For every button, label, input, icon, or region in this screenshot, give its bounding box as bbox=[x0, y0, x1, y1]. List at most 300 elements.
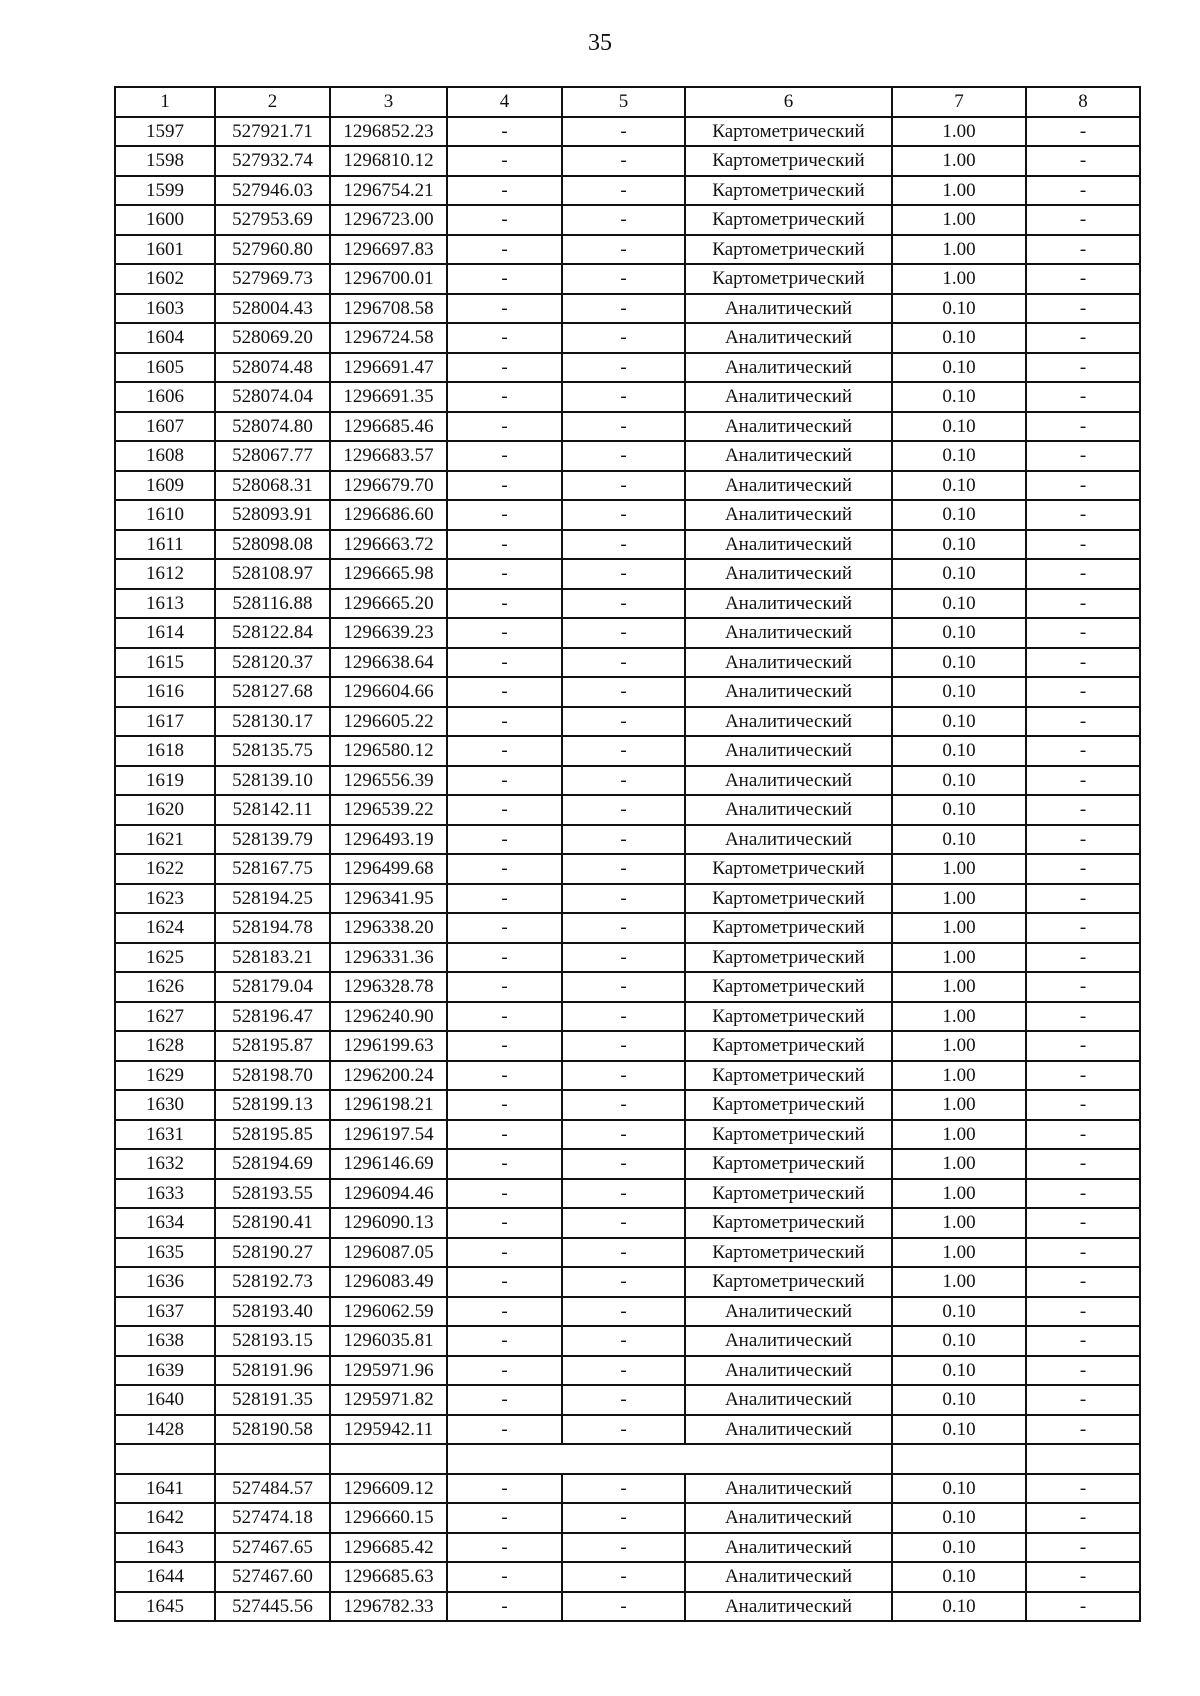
table-cell: 1296338.20 bbox=[330, 913, 447, 943]
table-cell: - bbox=[562, 707, 685, 737]
table-cell: 1296686.60 bbox=[330, 500, 447, 530]
table-cell: 0.10 bbox=[892, 795, 1026, 825]
table-cell: 1628 bbox=[115, 1031, 215, 1061]
table-cell: - bbox=[562, 117, 685, 147]
table-cell: 528191.35 bbox=[215, 1385, 330, 1415]
table-cell: Картометрический bbox=[685, 1061, 892, 1091]
table-cell: 1634 bbox=[115, 1208, 215, 1238]
table-cell: 1629 bbox=[115, 1061, 215, 1091]
table-cell: 528127.68 bbox=[215, 677, 330, 707]
table-row bbox=[115, 1474, 1140, 1504]
table-cell: 0.10 bbox=[892, 1356, 1026, 1386]
table-cell: 1296638.64 bbox=[330, 648, 447, 678]
table-row bbox=[115, 854, 1140, 884]
table-row bbox=[115, 235, 1140, 265]
table-cell: - bbox=[447, 1562, 562, 1592]
table-row bbox=[115, 913, 1140, 943]
table-row bbox=[115, 1149, 1140, 1179]
table-row bbox=[115, 1503, 1140, 1533]
table-cell: 1.00 bbox=[892, 1061, 1026, 1091]
table-cell: 1622 bbox=[115, 854, 215, 884]
table-row bbox=[115, 795, 1140, 825]
table-cell: - bbox=[1026, 1562, 1140, 1592]
table-cell: - bbox=[562, 235, 685, 265]
table-cell: 1636 bbox=[115, 1267, 215, 1297]
table-cell: 1296605.22 bbox=[330, 707, 447, 737]
table-cell: - bbox=[562, 1061, 685, 1091]
table-cell: 528074.04 bbox=[215, 382, 330, 412]
table-row bbox=[115, 1061, 1140, 1091]
table-cell: 1296754.21 bbox=[330, 176, 447, 206]
table-row bbox=[115, 1562, 1140, 1592]
table-cell: Аналитический bbox=[685, 1297, 892, 1327]
table-cell: Картометрический bbox=[685, 205, 892, 235]
table-cell: 0.10 bbox=[892, 618, 1026, 648]
table-cell: 1620 bbox=[115, 795, 215, 825]
table-cell bbox=[115, 1444, 215, 1474]
table-cell: 1623 bbox=[115, 884, 215, 914]
table-cell bbox=[892, 1444, 1026, 1474]
table-cell: Картометрический bbox=[685, 1002, 892, 1032]
table-row bbox=[115, 589, 1140, 619]
table-row bbox=[115, 176, 1140, 206]
table-cell: 1621 bbox=[115, 825, 215, 855]
table-cell: 1.00 bbox=[892, 1149, 1026, 1179]
table-cell: 1296723.00 bbox=[330, 205, 447, 235]
table-cell: 0.10 bbox=[892, 825, 1026, 855]
table-cell: 0.10 bbox=[892, 707, 1026, 737]
table-cell: 1615 bbox=[115, 648, 215, 678]
table-cell: 1296539.22 bbox=[330, 795, 447, 825]
table-cell: 1597 bbox=[115, 117, 215, 147]
table-cell: - bbox=[1026, 1002, 1140, 1032]
table-cell: - bbox=[562, 441, 685, 471]
table-cell: 1296665.20 bbox=[330, 589, 447, 619]
table-cell: - bbox=[562, 146, 685, 176]
table-cell: 1.00 bbox=[892, 1120, 1026, 1150]
table-cell: - bbox=[1026, 412, 1140, 442]
column-header: 6 bbox=[685, 87, 892, 117]
coordinates-table bbox=[114, 86, 1141, 1622]
table-cell: - bbox=[1026, 972, 1140, 1002]
table-cell: - bbox=[1026, 500, 1140, 530]
table-row bbox=[115, 1326, 1140, 1356]
table-cell: Аналитический bbox=[685, 441, 892, 471]
table-cell: 1296328.78 bbox=[330, 972, 447, 1002]
table-cell: - bbox=[1026, 589, 1140, 619]
table-cell: - bbox=[447, 1002, 562, 1032]
table-cell: - bbox=[1026, 530, 1140, 560]
table-row bbox=[115, 1238, 1140, 1268]
table-cell: - bbox=[447, 1061, 562, 1091]
table-cell: 527953.69 bbox=[215, 205, 330, 235]
table-cell: - bbox=[1026, 1592, 1140, 1622]
table-cell: - bbox=[447, 707, 562, 737]
table-cell: - bbox=[1026, 441, 1140, 471]
table-cell: 528069.20 bbox=[215, 323, 330, 353]
table-cell: 528130.17 bbox=[215, 707, 330, 737]
table-cell: 1603 bbox=[115, 294, 215, 324]
table-cell: - bbox=[447, 353, 562, 383]
table-cell: 1296660.15 bbox=[330, 1503, 447, 1533]
table-cell: 1296240.90 bbox=[330, 1002, 447, 1032]
table-cell: - bbox=[1026, 1503, 1140, 1533]
table-cell: 1604 bbox=[115, 323, 215, 353]
table-cell: 1614 bbox=[115, 618, 215, 648]
table-cell: 1296499.68 bbox=[330, 854, 447, 884]
table-cell: Аналитический bbox=[685, 1562, 892, 1592]
table-cell: 0.10 bbox=[892, 323, 1026, 353]
table-cell: 1.00 bbox=[892, 205, 1026, 235]
table-cell: 1296782.33 bbox=[330, 1592, 447, 1622]
table-cell: 527467.65 bbox=[215, 1533, 330, 1563]
table-cell: - bbox=[562, 736, 685, 766]
table-cell: - bbox=[447, 1031, 562, 1061]
table-cell: 527969.73 bbox=[215, 264, 330, 294]
table-cell: 1599 bbox=[115, 176, 215, 206]
table-row bbox=[115, 1385, 1140, 1415]
table-cell: 528194.78 bbox=[215, 913, 330, 943]
table-cell: Картометрический bbox=[685, 884, 892, 914]
table-cell: 1.00 bbox=[892, 1090, 1026, 1120]
table-cell: 527474.18 bbox=[215, 1503, 330, 1533]
table-cell: 1639 bbox=[115, 1356, 215, 1386]
table-cell: Картометрический bbox=[685, 1267, 892, 1297]
table-cell: Аналитический bbox=[685, 382, 892, 412]
table-cell: 1632 bbox=[115, 1149, 215, 1179]
table-cell: - bbox=[447, 913, 562, 943]
table-cell: 528093.91 bbox=[215, 500, 330, 530]
table-cell: 528195.87 bbox=[215, 1031, 330, 1061]
column-header: 7 bbox=[892, 87, 1026, 117]
table-cell: - bbox=[1026, 146, 1140, 176]
table-cell: - bbox=[447, 795, 562, 825]
table-cell: - bbox=[1026, 264, 1140, 294]
table-cell: - bbox=[562, 412, 685, 442]
table-cell: - bbox=[1026, 1208, 1140, 1238]
table-row bbox=[115, 205, 1140, 235]
table-cell: 1296700.01 bbox=[330, 264, 447, 294]
table-cell: - bbox=[562, 1297, 685, 1327]
table-cell: - bbox=[1026, 795, 1140, 825]
table-row bbox=[115, 441, 1140, 471]
column-header: 5 bbox=[562, 87, 685, 117]
table-cell: - bbox=[1026, 766, 1140, 796]
table-cell: Аналитический bbox=[685, 323, 892, 353]
table-cell: 1624 bbox=[115, 913, 215, 943]
table-cell: 1296691.35 bbox=[330, 382, 447, 412]
table-cell: 527445.56 bbox=[215, 1592, 330, 1622]
table-cell: Картометрический bbox=[685, 264, 892, 294]
table-cell: - bbox=[1026, 677, 1140, 707]
table-cell: 1.00 bbox=[892, 1267, 1026, 1297]
table-cell: Картометрический bbox=[685, 117, 892, 147]
table-cell: 1643 bbox=[115, 1533, 215, 1563]
table-cell: - bbox=[562, 1385, 685, 1415]
table-cell: 528199.13 bbox=[215, 1090, 330, 1120]
table-cell: 0.10 bbox=[892, 1415, 1026, 1445]
table-cell: 1.00 bbox=[892, 1031, 1026, 1061]
table-cell: - bbox=[1026, 1090, 1140, 1120]
table-row bbox=[115, 471, 1140, 501]
table-cell: 1.00 bbox=[892, 913, 1026, 943]
table-cell: 1600 bbox=[115, 205, 215, 235]
table-cell: 1296197.54 bbox=[330, 1120, 447, 1150]
table-cell: - bbox=[562, 1474, 685, 1504]
column-header: 2 bbox=[215, 87, 330, 117]
table-cell: 528190.27 bbox=[215, 1238, 330, 1268]
table-cell: - bbox=[562, 176, 685, 206]
table-cell: 1619 bbox=[115, 766, 215, 796]
table-cell: 1296852.23 bbox=[330, 117, 447, 147]
table-cell: 528135.75 bbox=[215, 736, 330, 766]
table-cell: Аналитический bbox=[685, 1474, 892, 1504]
table-cell: 1296685.46 bbox=[330, 412, 447, 442]
column-header: 4 bbox=[447, 87, 562, 117]
table-cell: - bbox=[562, 795, 685, 825]
table-cell: 1640 bbox=[115, 1385, 215, 1415]
table-cell: 1642 bbox=[115, 1503, 215, 1533]
table-cell: - bbox=[1026, 943, 1140, 973]
table-cell: - bbox=[447, 1297, 562, 1327]
table-cell: 0.10 bbox=[892, 530, 1026, 560]
table-cell: 1633 bbox=[115, 1179, 215, 1209]
table-cell: - bbox=[1026, 1356, 1140, 1386]
table-cell: Аналитический bbox=[685, 294, 892, 324]
table-row bbox=[115, 117, 1140, 147]
table-cell: 1606 bbox=[115, 382, 215, 412]
table-cell: Картометрический bbox=[685, 913, 892, 943]
table-cell: - bbox=[447, 441, 562, 471]
table-row bbox=[115, 1031, 1140, 1061]
table-cell: - bbox=[1026, 1120, 1140, 1150]
table-cell: Картометрический bbox=[685, 235, 892, 265]
table-cell: Аналитический bbox=[685, 1415, 892, 1445]
table-cell: 528120.37 bbox=[215, 648, 330, 678]
table-row bbox=[115, 1120, 1140, 1150]
table-cell: Картометрический bbox=[685, 1179, 892, 1209]
table-cell: - bbox=[1026, 353, 1140, 383]
table-cell bbox=[447, 1444, 562, 1474]
table-cell: - bbox=[447, 146, 562, 176]
column-header: 3 bbox=[330, 87, 447, 117]
table-cell: 0.10 bbox=[892, 1326, 1026, 1356]
table-cell: 1613 bbox=[115, 589, 215, 619]
table-cell: - bbox=[447, 1474, 562, 1504]
table-cell: 1.00 bbox=[892, 117, 1026, 147]
table-row bbox=[115, 294, 1140, 324]
table-cell: - bbox=[1026, 1031, 1140, 1061]
table-cell: 1296146.69 bbox=[330, 1149, 447, 1179]
table-cell: 1296697.83 bbox=[330, 235, 447, 265]
table-cell: - bbox=[1026, 1385, 1140, 1415]
table-cell: - bbox=[447, 1592, 562, 1622]
table-row bbox=[115, 1090, 1140, 1120]
table-cell: Аналитический bbox=[685, 677, 892, 707]
table-cell: - bbox=[562, 677, 685, 707]
table-cell: 0.10 bbox=[892, 559, 1026, 589]
table-cell: - bbox=[562, 471, 685, 501]
table-cell: 528074.48 bbox=[215, 353, 330, 383]
table-cell: Аналитический bbox=[685, 471, 892, 501]
table-cell: - bbox=[562, 1267, 685, 1297]
table-cell: - bbox=[1026, 205, 1140, 235]
table-cell: - bbox=[562, 1592, 685, 1622]
table-cell: Картометрический bbox=[685, 176, 892, 206]
table-cell: - bbox=[447, 972, 562, 1002]
table-cell: - bbox=[562, 766, 685, 796]
table-cell: 1296685.42 bbox=[330, 1533, 447, 1563]
table-cell: 1609 bbox=[115, 471, 215, 501]
table-cell: - bbox=[447, 1238, 562, 1268]
table-cell: 1.00 bbox=[892, 146, 1026, 176]
table-cell: 527946.03 bbox=[215, 176, 330, 206]
table-cell: 1.00 bbox=[892, 1238, 1026, 1268]
table-cell: 528004.43 bbox=[215, 294, 330, 324]
table-cell: 1617 bbox=[115, 707, 215, 737]
table-cell: 0.10 bbox=[892, 648, 1026, 678]
table-cell: 1296580.12 bbox=[330, 736, 447, 766]
table-cell: - bbox=[562, 559, 685, 589]
table-cell: - bbox=[562, 1031, 685, 1061]
table-cell: 1625 bbox=[115, 943, 215, 973]
table-cell: - bbox=[562, 294, 685, 324]
table-cell: 1631 bbox=[115, 1120, 215, 1150]
table-cell: - bbox=[562, 382, 685, 412]
table-cell: 1601 bbox=[115, 235, 215, 265]
table-cell: - bbox=[447, 1533, 562, 1563]
table-cell: Аналитический bbox=[685, 1356, 892, 1386]
table-row bbox=[115, 146, 1140, 176]
table-row bbox=[115, 1533, 1140, 1563]
table-cell bbox=[330, 1444, 447, 1474]
table-cell: 1.00 bbox=[892, 884, 1026, 914]
table-cell: 528196.47 bbox=[215, 1002, 330, 1032]
table-cell: - bbox=[447, 559, 562, 589]
table-cell: - bbox=[447, 1503, 562, 1533]
table-cell: - bbox=[1026, 825, 1140, 855]
table-cell: Аналитический bbox=[685, 648, 892, 678]
table-cell: 528190.41 bbox=[215, 1208, 330, 1238]
table-cell: Аналитический bbox=[685, 1326, 892, 1356]
table-row bbox=[115, 766, 1140, 796]
table-cell: - bbox=[447, 736, 562, 766]
table-cell: 528098.08 bbox=[215, 530, 330, 560]
table-cell: 1296604.66 bbox=[330, 677, 447, 707]
table-cell: 1.00 bbox=[892, 972, 1026, 1002]
table-cell: - bbox=[562, 1238, 685, 1268]
table-cell: 0.10 bbox=[892, 471, 1026, 501]
table-cell: - bbox=[1026, 117, 1140, 147]
table-cell: - bbox=[1026, 854, 1140, 884]
table-cell: Аналитический bbox=[685, 707, 892, 737]
table-cell: 0.10 bbox=[892, 1474, 1026, 1504]
table-row bbox=[115, 1002, 1140, 1032]
table-cell: 1644 bbox=[115, 1562, 215, 1592]
table-cell: 1296035.81 bbox=[330, 1326, 447, 1356]
table-cell: Картометрический bbox=[685, 1090, 892, 1120]
table-cell: 1295942.11 bbox=[330, 1415, 447, 1445]
table-cell: Картометрический bbox=[685, 972, 892, 1002]
table-cell: - bbox=[562, 1356, 685, 1386]
table-cell: Аналитический bbox=[685, 412, 892, 442]
table-cell: 528167.75 bbox=[215, 854, 330, 884]
table-cell: Аналитический bbox=[685, 559, 892, 589]
table-cell: - bbox=[562, 1326, 685, 1356]
table-cell: Аналитический bbox=[685, 1533, 892, 1563]
table-cell: 0.10 bbox=[892, 500, 1026, 530]
table-cell: Аналитический bbox=[685, 795, 892, 825]
table-header-row bbox=[115, 87, 1140, 117]
table-cell: - bbox=[447, 589, 562, 619]
column-header: 8 bbox=[1026, 87, 1140, 117]
table-cell: - bbox=[1026, 235, 1140, 265]
table-cell: 528139.79 bbox=[215, 825, 330, 855]
table-cell: 0.10 bbox=[892, 1297, 1026, 1327]
page-number: 35 bbox=[588, 30, 612, 56]
table-row bbox=[115, 648, 1140, 678]
table-cell: 1.00 bbox=[892, 943, 1026, 973]
table-cell: - bbox=[562, 1002, 685, 1032]
table-cell: 1428 bbox=[115, 1415, 215, 1445]
table-cell: - bbox=[447, 618, 562, 648]
table-cell: Картометрический bbox=[685, 1238, 892, 1268]
table-row bbox=[115, 382, 1140, 412]
table-cell: 528116.88 bbox=[215, 589, 330, 619]
table-cell: - bbox=[447, 884, 562, 914]
table-cell: - bbox=[447, 1415, 562, 1445]
table-cell: Аналитический bbox=[685, 1592, 892, 1622]
table-cell: 528198.70 bbox=[215, 1061, 330, 1091]
table-cell: 527921.71 bbox=[215, 117, 330, 147]
table-cell: 0.10 bbox=[892, 1533, 1026, 1563]
table-cell: - bbox=[1026, 1533, 1140, 1563]
table-cell: - bbox=[1026, 1061, 1140, 1091]
table-cell: 1618 bbox=[115, 736, 215, 766]
table-cell: Аналитический bbox=[685, 1503, 892, 1533]
table-cell: Картометрический bbox=[685, 1031, 892, 1061]
table-cell: Аналитический bbox=[685, 825, 892, 855]
table-cell: 1296685.63 bbox=[330, 1562, 447, 1592]
table-cell: 528068.31 bbox=[215, 471, 330, 501]
table-cell: 527467.60 bbox=[215, 1562, 330, 1592]
table-cell: Аналитический bbox=[685, 353, 892, 383]
table-cell: 528193.55 bbox=[215, 1179, 330, 1209]
table-cell: Аналитический bbox=[685, 589, 892, 619]
column-header: 1 bbox=[115, 87, 215, 117]
table-row bbox=[115, 618, 1140, 648]
table-cell: - bbox=[562, 1503, 685, 1533]
table-cell: - bbox=[562, 1208, 685, 1238]
table-row bbox=[115, 1267, 1140, 1297]
table-cell: Картометрический bbox=[685, 146, 892, 176]
table-row bbox=[115, 1208, 1140, 1238]
table-cell: 1296200.24 bbox=[330, 1061, 447, 1091]
table-row bbox=[115, 1179, 1140, 1209]
table-row bbox=[115, 559, 1140, 589]
table-cell: - bbox=[562, 648, 685, 678]
table-cell: - bbox=[562, 884, 685, 914]
table-cell: - bbox=[447, 1267, 562, 1297]
table-cell: 0.10 bbox=[892, 1385, 1026, 1415]
table-cell: 1296198.21 bbox=[330, 1090, 447, 1120]
table-cell: - bbox=[562, 589, 685, 619]
table-row bbox=[115, 1415, 1140, 1445]
table-cell: - bbox=[562, 913, 685, 943]
table-cell: 1.00 bbox=[892, 1002, 1026, 1032]
table-cell: - bbox=[447, 825, 562, 855]
table-cell: 0.10 bbox=[892, 1562, 1026, 1592]
